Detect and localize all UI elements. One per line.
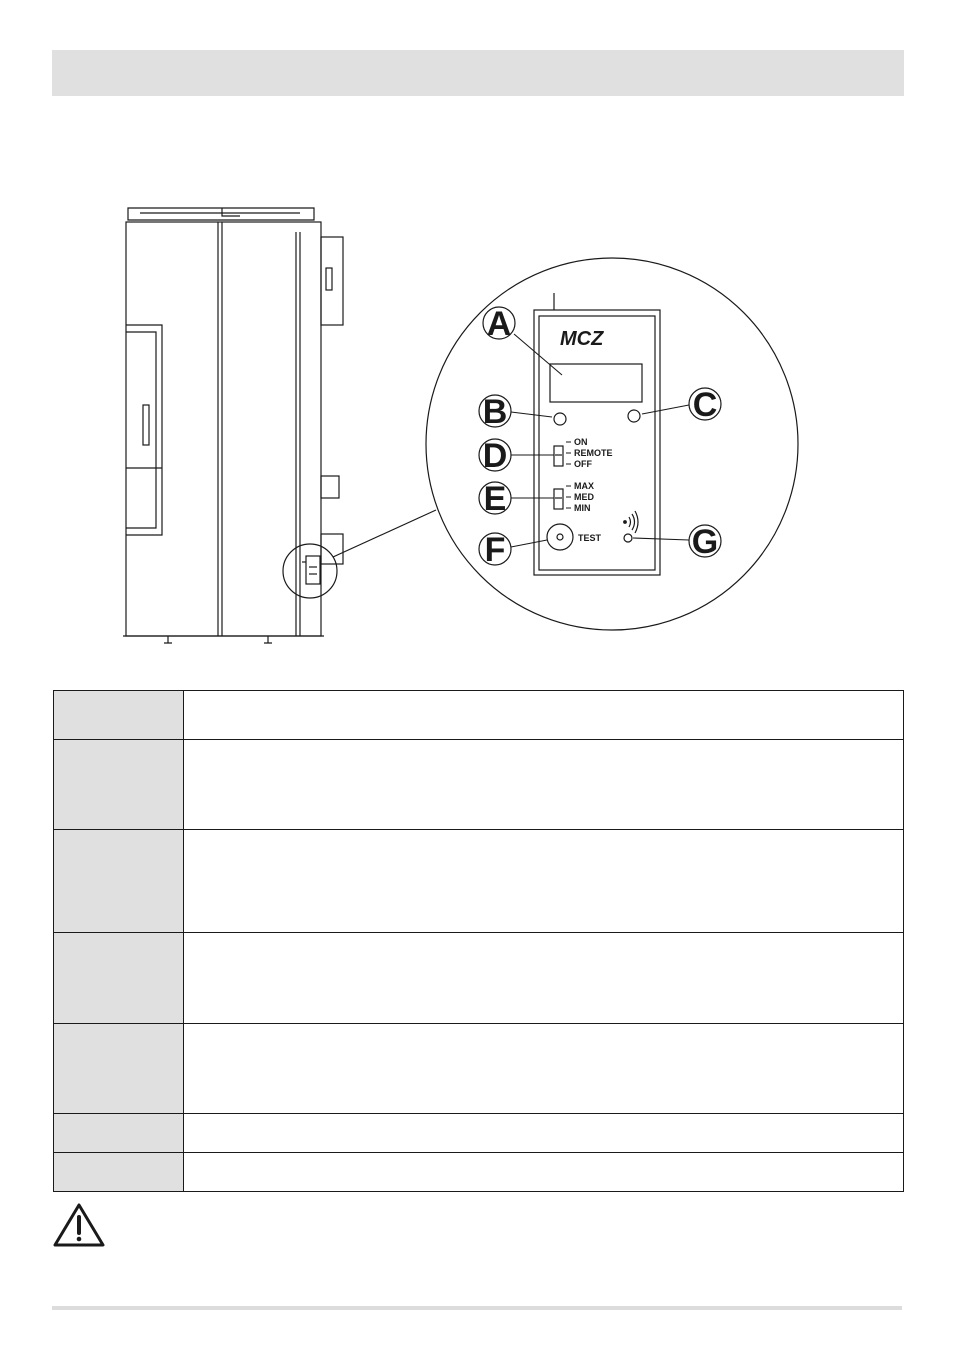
led-right bbox=[628, 410, 640, 422]
table-value-cell bbox=[184, 691, 904, 740]
table-key-cell bbox=[54, 830, 184, 933]
switch-label-min: MIN bbox=[574, 503, 591, 513]
switch-label-off: OFF bbox=[574, 459, 592, 469]
power-switch bbox=[554, 489, 563, 509]
brand-logo: MCZ bbox=[560, 328, 604, 350]
callout-d: D bbox=[482, 437, 508, 475]
switch-label-max: MAX bbox=[574, 481, 594, 491]
table-value-cell bbox=[184, 1024, 904, 1114]
footer-rule bbox=[52, 1306, 902, 1310]
signal-icon bbox=[624, 511, 638, 533]
table-value-cell bbox=[184, 740, 904, 830]
table-key-cell bbox=[54, 1153, 184, 1192]
display-window bbox=[550, 364, 642, 402]
table-row bbox=[54, 830, 904, 933]
table-row bbox=[54, 933, 904, 1024]
switch-label-remote: REMOTE bbox=[574, 448, 613, 458]
status-led bbox=[624, 534, 632, 542]
table-value-cell bbox=[184, 933, 904, 1024]
table-key-cell bbox=[54, 1114, 184, 1153]
switch-label-on: ON bbox=[574, 437, 588, 447]
callout-f: F bbox=[484, 531, 506, 569]
stove-side-view bbox=[123, 208, 436, 643]
callout-a: A bbox=[486, 305, 512, 343]
header-bar bbox=[52, 50, 904, 96]
table-row bbox=[54, 1114, 904, 1153]
warning-icon bbox=[52, 1202, 106, 1248]
table-row bbox=[54, 1153, 904, 1192]
table-key-cell bbox=[54, 1024, 184, 1114]
callout-b: B bbox=[482, 393, 508, 431]
table-row bbox=[54, 691, 904, 740]
test-button bbox=[547, 524, 573, 550]
table-key-cell bbox=[54, 933, 184, 1024]
mode-switch bbox=[554, 446, 563, 466]
table-value-cell bbox=[184, 830, 904, 933]
table-key-cell bbox=[54, 691, 184, 740]
spec-table bbox=[53, 690, 904, 1192]
callout-c: C bbox=[692, 386, 718, 424]
table-row bbox=[54, 740, 904, 830]
callout-e: E bbox=[483, 480, 507, 518]
product-diagram bbox=[0, 195, 954, 655]
table-row bbox=[54, 1024, 904, 1114]
led-left bbox=[554, 413, 566, 425]
callout-g: G bbox=[691, 523, 719, 561]
table-key-cell bbox=[54, 740, 184, 830]
table-value-cell bbox=[184, 1114, 904, 1153]
table-value-cell bbox=[184, 1153, 904, 1192]
switch-label-med: MED bbox=[574, 492, 594, 502]
test-button-label: TEST bbox=[578, 533, 602, 543]
